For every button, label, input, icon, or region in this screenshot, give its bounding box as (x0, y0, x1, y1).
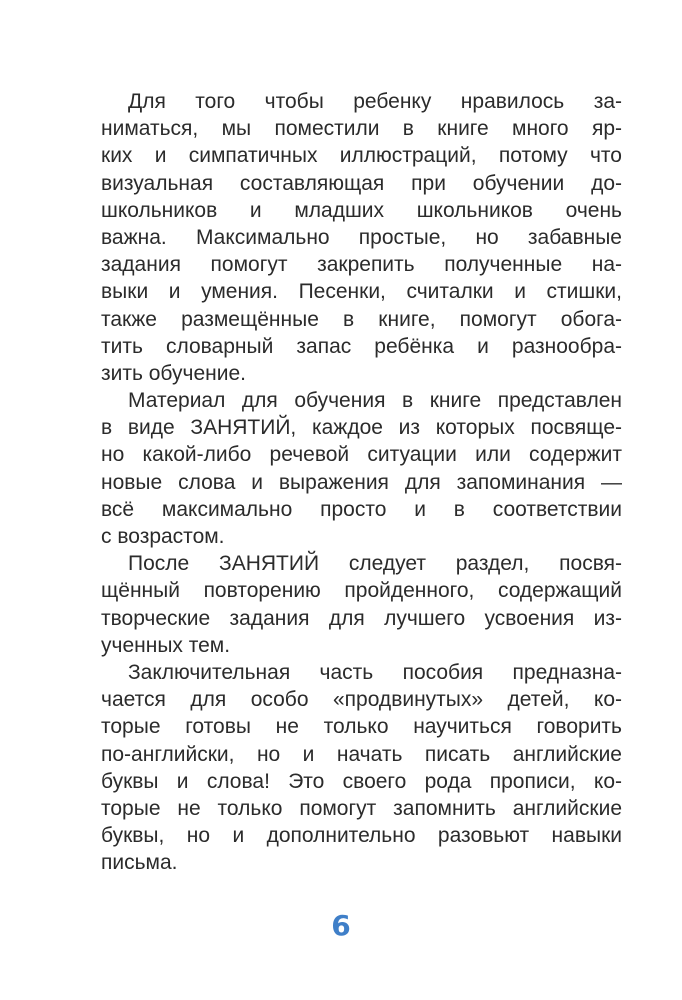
text-line: ниматься, мы поместили в книге много яр- (101, 117, 622, 141)
text-line: письма. (101, 851, 178, 875)
text-line: важна. Максимально простые, но забавные (101, 225, 622, 249)
text-line: по-английски, но и начать писать английские (101, 742, 622, 766)
text-line: торые готовы не только научиться говорить (101, 715, 622, 739)
text-line: чается для особо «продвинутых» детей, ко- (101, 688, 622, 712)
text-line: но какой-либо речевой ситуации или содержит (101, 443, 622, 467)
text-line: в виде ЗАНЯТИЙ, каждое из которых посвяще- (101, 416, 622, 440)
text-line: творческие задания для лучшего усвоения из- (101, 606, 622, 630)
text-line: Заключительная часть пособия предназна- (128, 660, 622, 684)
text-line: зить обучение. (101, 361, 246, 385)
text-line: с возрастом. (101, 525, 225, 548)
text-line: торые не только помогут запомнить английские (101, 796, 622, 820)
paragraph (101, 550, 622, 659)
text-line: ких и симпатичных иллюстраций, потому что (101, 144, 622, 168)
page-number: 6 (331, 909, 351, 942)
text-line: также размещённые в книге, помогут обога- (101, 307, 622, 331)
text-line: Для того чтобы ребенку нравилось за- (128, 90, 622, 113)
text-line: После ЗАНЯТИЙ следует раздел, посвя- (128, 552, 622, 576)
text-line: школьников и младших школьников очень (101, 198, 622, 222)
text-line: визуальная составляющая при обучении до- (101, 171, 622, 195)
text-line: ученных тем. (101, 633, 231, 657)
paragraph (101, 88, 622, 387)
text-line: задания помогут закрепить полученные на- (101, 253, 622, 277)
text-line: выки и умения. Песенки, считалки и стишки, (101, 280, 622, 304)
paragraph (101, 659, 622, 877)
text-line: новые слова и выражения для запоминания — (101, 470, 622, 494)
text-line: буквы, но и дополнительно разовьют навыки (101, 824, 622, 848)
text-line: тить словарный запас ребёнка и разнообра- (101, 334, 622, 358)
text-line: щённый повторению пройденного, содержащий (101, 579, 622, 603)
text-line: всё максимально просто и в соответствии (101, 497, 622, 521)
text-line: Материал для обучения в книге представлен (128, 389, 622, 413)
paragraph (101, 387, 622, 550)
body-text (101, 88, 622, 876)
text-line: буквы и слова! Это своего рода прописи, ко- (101, 769, 622, 793)
